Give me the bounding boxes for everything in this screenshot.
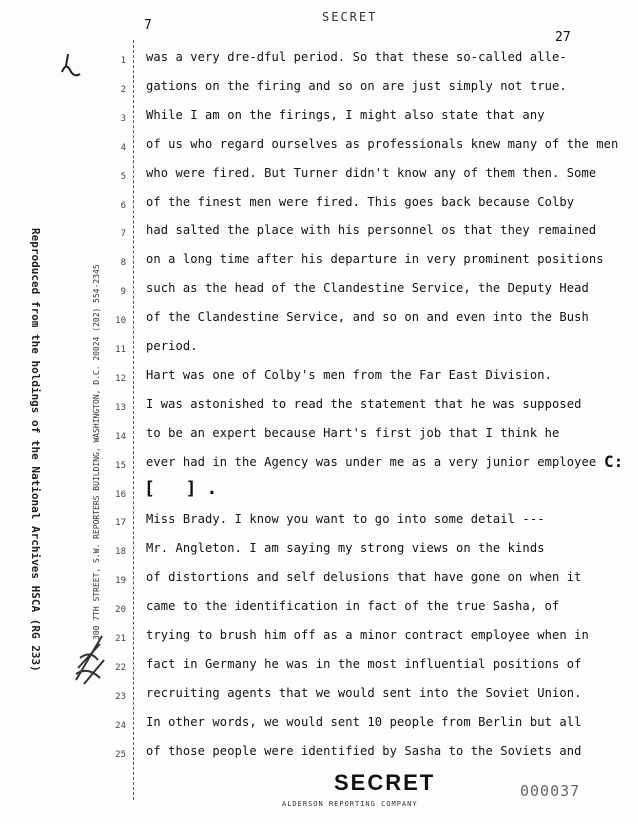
reporting-company: ALDERSON REPORTING COMPANY <box>282 800 418 808</box>
transcript-line: who were fired. But Turner didn't know any of them then. Some <box>146 165 597 180</box>
line-number: 23 <box>115 691 126 702</box>
transcript-line: period. <box>146 339 198 353</box>
reporter-address: 300 7TH STREET, S.W. REPORTERS BUILDING, WASHINGTON, D.C. 20024 (202) 554-2345 <box>92 264 101 640</box>
transcript-line: such as the head of the Clandestine Service, the Deputy Head <box>146 281 589 296</box>
line-number: 20 <box>115 605 126 616</box>
line-number: 3 <box>120 113 126 124</box>
line-number: 21 <box>115 634 126 644</box>
line-number: 17 <box>115 518 126 529</box>
transcript-line: of distortions and self delusions that have gone on when it <box>146 570 582 585</box>
transcript-line: of the finest men were fired. This goes back because Colby <box>146 194 575 209</box>
line-number: 8 <box>120 258 126 269</box>
line-number: 7 <box>120 229 126 240</box>
transcript-line: fact in Germany he was in the most influential positions of <box>146 656 582 671</box>
line-number: 5 <box>120 171 126 182</box>
handwritten-scribble-icon <box>70 630 110 690</box>
line-number: 16 <box>115 489 126 500</box>
transcript-line: Hart was one of Colby's men from the Far East Division. <box>146 367 552 382</box>
line-number: 24 <box>115 720 126 731</box>
reproduced-note: Reproduced from the holdings of the National Archives HSCA (RG 233) <box>29 228 42 672</box>
transcript-line: was a very dre-dful period. So that these so-called alle- <box>146 50 567 64</box>
transcript-line: Miss Brady. I know you want to go into some detail --- <box>146 512 545 527</box>
transcript-line: came to the identification in fact of the true Sasha, of <box>146 599 560 614</box>
line-number: 9 <box>120 287 126 298</box>
page-number-left: 7 <box>144 18 152 33</box>
bracket-annotation: [ ]. <box>144 478 228 499</box>
margin-rule <box>133 40 134 800</box>
right-margin-annotation: C: <box>604 452 624 471</box>
line-number: 4 <box>120 142 126 153</box>
line-number: 14 <box>115 431 126 442</box>
transcript-line: to be an expert because Hart's first job that I think he <box>146 425 560 440</box>
handwritten-mark-icon <box>56 52 86 82</box>
line-number: 22 <box>115 662 126 673</box>
page-number-right: 27 <box>555 30 571 45</box>
transcript-line: Mr. Angleton. I am saying my strong views on the kinds <box>146 541 545 556</box>
line-number: 19 <box>115 576 126 587</box>
line-number: 11 <box>115 345 126 355</box>
line-number: 1 <box>120 56 126 66</box>
line-number: 10 <box>115 316 126 327</box>
line-number: 15 <box>115 460 126 471</box>
line-number: 6 <box>120 200 126 211</box>
transcript-line: In other words, we would sent 10 people from Berlin but all <box>146 714 582 729</box>
line-number: 2 <box>120 84 126 95</box>
transcript-line: While I am on the firings, I might also state that any <box>146 107 545 122</box>
transcript-line: of those people were identified by Sasha to the Soviets and <box>146 743 582 758</box>
transcript-line: I was astonished to read the statement that he was supposed <box>146 396 582 411</box>
transcript-line: had salted the place with his personnel os that they remained <box>146 223 597 238</box>
line-number: 18 <box>115 547 126 558</box>
transcript-line: gations on the firing and so on are just simply not true. <box>146 78 567 93</box>
line-number: 12 <box>115 373 126 384</box>
top-classification-mark: SECRET <box>322 10 378 24</box>
transcript-line: of us who regard ourselves as professionals knew many of the men <box>146 136 619 151</box>
line-number: 13 <box>115 402 126 413</box>
document-number: 000037 <box>520 782 581 800</box>
transcript-line: ever had in the Agency was under me as a very junior employee <box>146 454 597 469</box>
line-number: 25 <box>115 749 126 760</box>
transcript-line: on a long time after his departure in very prominent positions <box>146 252 604 267</box>
secret-stamp: SECRET <box>334 770 436 795</box>
transcript-line: recruiting agents that we would sent into the Soviet Union. <box>146 685 582 700</box>
transcript-line: of the Clandestine Service, and so on and even into the Bush <box>146 310 589 325</box>
transcript-line: trying to brush him off as a minor contract employee when in <box>146 628 589 642</box>
